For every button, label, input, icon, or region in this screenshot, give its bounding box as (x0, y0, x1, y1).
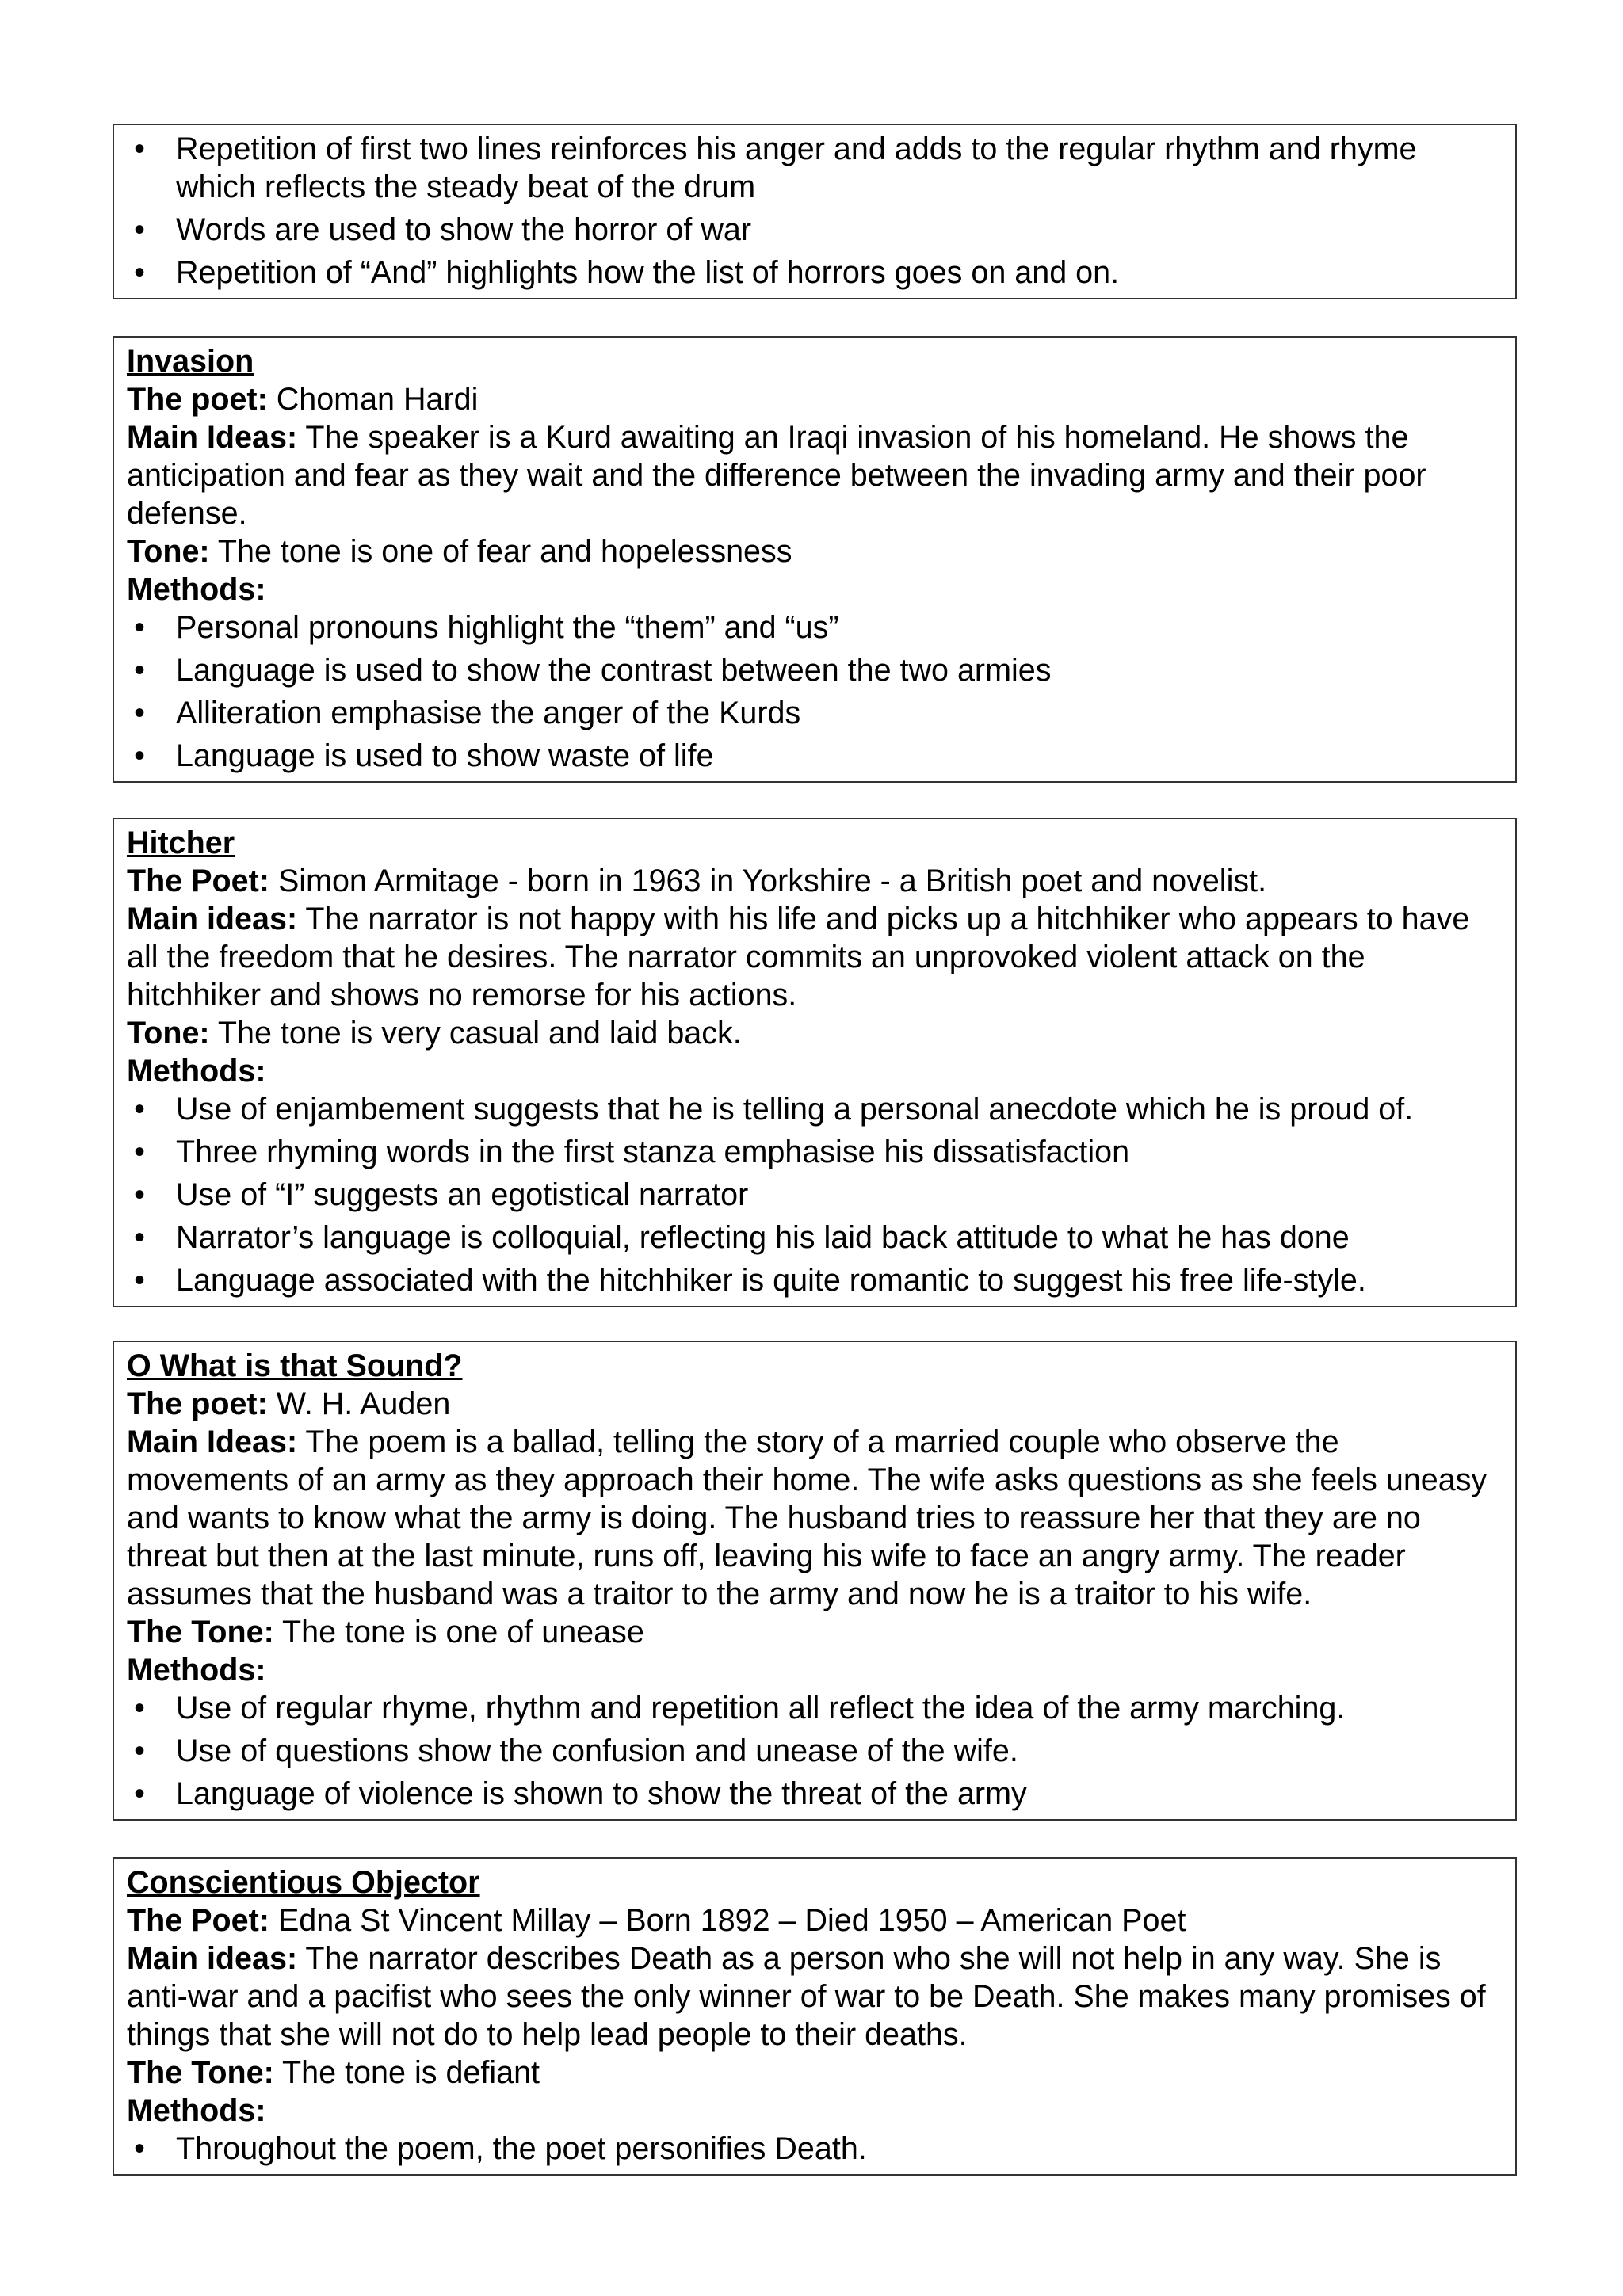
section-invasion (113, 336, 1517, 783)
list-item-text: Repetition of first two lines reinforces his anger and adds to the regular rhythm and rhyme which reflects the steady beat of the drum (176, 132, 1417, 204)
list-item-text: Three rhyming words in the first stanza emphasise his dissatisfaction (176, 1135, 1130, 1169)
bullet-icon: • (134, 738, 145, 773)
list-item-text: Language is used to show the contrast between the two armies (176, 653, 1052, 688)
poet-line (127, 380, 1503, 418)
list-item (127, 1261, 1503, 1299)
bullet-icon: • (134, 1776, 145, 1811)
poet-value: W. H. Auden (276, 1386, 451, 1421)
main-ideas-label: Main ideas: (127, 902, 298, 936)
methods-list (127, 1090, 1503, 1299)
list-item-text: Language is used to show waste of life (176, 738, 714, 773)
list-item (127, 1176, 1503, 1214)
bullet-icon: • (134, 212, 145, 247)
methods-label: Methods: (127, 2093, 266, 2128)
list-item (127, 1133, 1503, 1171)
tone-value: The tone is one of fear and hopelessness (217, 534, 792, 569)
list-item (127, 1732, 1503, 1770)
bullet-icon: • (134, 1135, 145, 1169)
bullet-icon: • (134, 1691, 145, 1726)
section-title: Hitcher (127, 826, 235, 860)
methods-label: Methods: (127, 1054, 266, 1089)
list-item-text: Personal pronouns highlight the “them” and “us” (176, 610, 839, 645)
bullet-icon: • (134, 1220, 145, 1255)
tone-line (127, 1613, 1503, 1651)
section-hitcher (113, 818, 1517, 1307)
list-item (127, 2130, 1503, 2168)
list-item (127, 1219, 1503, 1257)
poet-value: Choman Hardi (276, 382, 479, 417)
tone-label: Tone: (127, 534, 210, 569)
bullet-icon: • (134, 1092, 145, 1127)
main-ideas-label: Main ideas: (127, 1941, 298, 1976)
list-item (127, 651, 1503, 689)
list-item (127, 1090, 1503, 1128)
poet-label: The Poet: (127, 864, 269, 898)
list-item-text: Throughout the poem, the poet personifies Death. (176, 2131, 867, 2166)
list-item-text: Use of questions show the confusion and unease of the wife. (176, 1733, 1018, 1768)
methods-label: Methods: (127, 1653, 266, 1688)
main-ideas-line (127, 1423, 1503, 1613)
poet-line (127, 1901, 1503, 1939)
methods-list (127, 1689, 1503, 1813)
section-o-what-is-that-sound (113, 1341, 1517, 1821)
tone-line (127, 532, 1503, 570)
list-item-text: Words are used to show the horror of war (176, 212, 751, 247)
methods-label: Methods: (127, 572, 266, 607)
main-ideas-line (127, 418, 1503, 532)
main-ideas-value: The speaker is a Kurd awaiting an Iraqi invasion of his homeland. He shows the anticipation and fear as they wait and the difference between the invading army and their poor defense. (127, 420, 1426, 531)
main-ideas-label: Main Ideas: (127, 420, 298, 455)
list-item (127, 1775, 1503, 1813)
tone-label: The Tone: (127, 1615, 274, 1650)
poet-line (127, 1385, 1503, 1423)
tone-label: Tone: (127, 1016, 210, 1051)
list-item (127, 1689, 1503, 1727)
poet-label: The Poet: (127, 1903, 269, 1938)
poet-value: Edna St Vincent Millay – Born 1892 – Died 1950 – American Poet (277, 1903, 1186, 1938)
main-ideas-line (127, 1939, 1503, 2054)
list-item-text: Use of regular rhyme, rhythm and repetition all reflect the idea of the army marching. (176, 1691, 1346, 1726)
bullet-icon: • (134, 1263, 145, 1298)
list-item-text: Language of violence is shown to show the threat of the army (176, 1776, 1027, 1811)
bullet-icon: • (134, 696, 145, 730)
section-title: Invasion (127, 344, 254, 379)
list-item-text: Use of enjambement suggests that he is telling a personal anecdote which he is proud of. (176, 1092, 1414, 1127)
main-ideas-line (127, 900, 1503, 1014)
list-item-text: Narrator’s language is colloquial, reflecting his laid back attitude to what he has done (176, 1220, 1350, 1255)
poet-label: The poet: (127, 1386, 268, 1421)
list-item (127, 254, 1503, 292)
list-item (127, 694, 1503, 732)
list-item (127, 608, 1503, 646)
main-ideas-label: Main Ideas: (127, 1425, 298, 1459)
methods-list (127, 608, 1503, 775)
main-ideas-value: The narrator describes Death as a person who she will not help in any way. She is anti-war and a pacifist who sees the only winner of war to be Death. She makes many promises of things that she will not do to help lead people to their deaths. (127, 1941, 1486, 2052)
tone-line (127, 2054, 1503, 2092)
poet-label: The poet: (127, 382, 268, 417)
poet-line (127, 862, 1503, 900)
list-item-text: Repetition of “And” highlights how the list of horrors goes on and on. (176, 255, 1120, 290)
section-title: O What is that Sound? (127, 1348, 463, 1383)
methods-list (127, 2130, 1503, 2168)
tone-value: The tone is defiant (282, 2055, 540, 2090)
bullet-icon: • (134, 1177, 145, 1212)
section-title: Conscientious Objector (127, 1865, 480, 1900)
list-item-text: Alliteration emphasise the anger of the Kurds (176, 696, 801, 730)
list-item-text: Use of “I” suggests an egotistical narrator (176, 1177, 749, 1212)
list-item (127, 130, 1503, 206)
bullet-icon: • (134, 2131, 145, 2166)
section-continued (113, 124, 1517, 299)
main-ideas-value: The poem is a ballad, telling the story of a married couple who observe the movements of an army as they approach their home. The wife asks questions as she feels uneasy and wants to know what the army is doing. The husband tries to reassure her that they are no threat but then at the last minute, runs off, leaving his wife to face an angry army. The reader assumes that the husband was a traitor to the army and now he is a traitor to his wife. (127, 1425, 1487, 1611)
main-ideas-value: The narrator is not happy with his life and picks up a hitchhiker who appears to have all the freedom that he desires. The narrator commits an unprovoked violent attack on the hitchhiker and shows no remorse for his actions. (127, 902, 1470, 1013)
bullet-icon: • (134, 132, 145, 166)
poet-value: Simon Armitage - born in 1963 in Yorkshire - a British poet and novelist. (277, 864, 1267, 898)
bullet-icon: • (134, 610, 145, 645)
list-item (127, 737, 1503, 775)
list-item (127, 211, 1503, 249)
methods-list (127, 130, 1503, 292)
section-conscientious-objector (113, 1857, 1517, 2176)
tone-value: The tone is very casual and laid back. (217, 1016, 742, 1051)
bullet-icon: • (134, 1733, 145, 1768)
bullet-icon: • (134, 255, 145, 290)
list-item-text: Language associated with the hitchhiker is quite romantic to suggest his free life-style. (176, 1263, 1366, 1298)
bullet-icon: • (134, 653, 145, 688)
tone-label: The Tone: (127, 2055, 274, 2090)
tone-value: The tone is one of unease (282, 1615, 644, 1650)
tone-line (127, 1014, 1503, 1052)
